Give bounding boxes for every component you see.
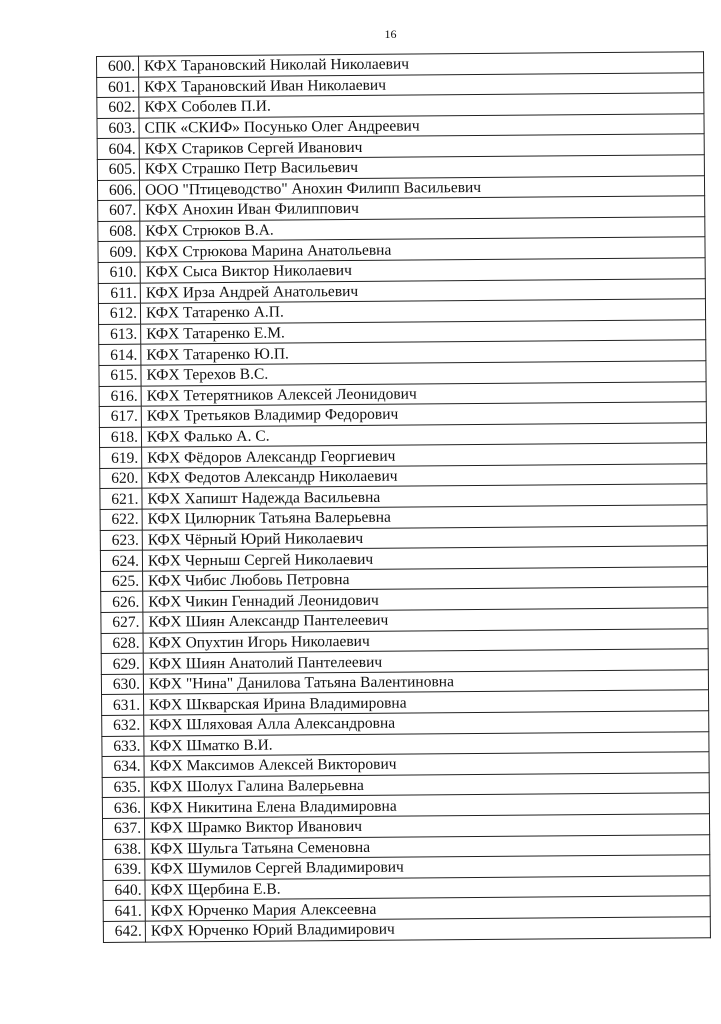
row-number: 601. xyxy=(97,77,139,98)
row-number: 635. xyxy=(102,777,144,798)
row-number: 607. xyxy=(98,200,140,221)
farm-name: КФХ Цилюрник Татьяна Валерьевна xyxy=(142,505,707,530)
page-number: 16 xyxy=(384,27,397,41)
farm-name: КФХ Шкварская Ирина Владимировна xyxy=(144,690,709,715)
row-number: 613. xyxy=(99,324,141,345)
row-number: 615. xyxy=(99,365,141,386)
farm-name: КФХ Сыса Виктор Николаевич xyxy=(140,258,705,283)
farm-name: КФХ Чибис Любовь Петровна xyxy=(143,567,708,592)
row-number: 637. xyxy=(102,818,144,839)
farm-name: КФХ Фёдоров Александр Георгиевич xyxy=(142,443,707,468)
farm-name: КФХ Татаренко Е.М. xyxy=(141,319,706,344)
farm-name: КФХ Фалько А. С. xyxy=(141,422,706,447)
row-number: 634. xyxy=(102,756,144,777)
farm-name: КФХ Ирза Андрей Анатольевич xyxy=(140,278,705,303)
row-number: 642. xyxy=(103,921,145,942)
row-number: 632. xyxy=(102,715,144,736)
farm-name: КФХ Щербина Е.В. xyxy=(145,875,710,900)
farm-name: КФХ Третьяков Владимир Федорович xyxy=(141,402,706,427)
farm-name: КФХ Чёрный Юрий Николаевич xyxy=(142,525,707,550)
farm-name: КФХ Максимов Алексей Викторович xyxy=(144,752,709,777)
farm-name: КФХ Татаренко А.П. xyxy=(140,299,705,324)
farm-name: КФХ Хапишт Надежда Васильевна xyxy=(142,484,707,509)
farm-name: КФХ Стрюкова Марина Анатольевна xyxy=(140,237,705,262)
farm-name: КФХ Шляховая Алла Александровна xyxy=(144,711,709,736)
row-number: 612. xyxy=(98,303,140,324)
row-number: 617. xyxy=(99,406,141,427)
farm-name: КФХ Шрамко Виктор Иванович xyxy=(144,814,709,839)
row-number: 640. xyxy=(103,880,145,901)
farm-name: КФХ Анохин Иван Филиппович xyxy=(140,196,705,221)
farm-name: КФХ Тарановский Иван Николаевич xyxy=(139,72,704,97)
farm-name: КФХ Стрюков В.А. xyxy=(140,216,705,241)
farm-name: СПК «СКИФ» Посунько Олег Андреевич xyxy=(139,114,704,139)
row-number: 602. xyxy=(97,97,139,118)
row-number: 622. xyxy=(100,509,142,530)
farm-name: КФХ Юрченко Юрий Владимирович xyxy=(145,917,710,942)
row-number: 625. xyxy=(101,571,143,592)
row-number: 610. xyxy=(98,262,140,283)
farm-name: КФХ Стариков Сергей Иванович xyxy=(139,134,704,159)
farm-name: КФХ Терехов В.С. xyxy=(141,361,706,386)
farm-name: КФХ Черныш Сергей Николаевич xyxy=(142,546,707,571)
register-body xyxy=(97,52,711,942)
farm-name: ООО "Птицеводство" Анохин Филипп Васильевич xyxy=(139,175,704,200)
farm-name: КФХ Опухтин Игорь Николаевич xyxy=(143,628,708,653)
farm-name: КФХ Соболев П.И. xyxy=(139,93,704,118)
table-row xyxy=(103,917,710,942)
row-number: 604. xyxy=(97,139,139,160)
farm-name: КФХ Шиян Анатолий Пантелеевич xyxy=(143,649,708,674)
farm-name: КФХ Шумилов Сергей Владимирович xyxy=(145,855,710,880)
row-number: 605. xyxy=(97,159,139,180)
register-list xyxy=(96,51,711,942)
row-number: 620. xyxy=(100,468,142,489)
row-number: 641. xyxy=(103,900,145,921)
row-number: 616. xyxy=(99,386,141,407)
row-number: 624. xyxy=(100,550,142,571)
farm-name: КФХ "Нина" Данилова Татьяна Валентиновна xyxy=(143,670,708,695)
row-number: 626. xyxy=(101,592,143,613)
farm-name: КФХ Тарановский Николай Николаевич xyxy=(139,52,704,77)
row-number: 614. xyxy=(99,344,141,365)
row-number: 603. xyxy=(97,118,139,139)
row-number: 606. xyxy=(97,180,139,201)
farm-name: КФХ Шульга Татьяна Семеновна xyxy=(145,834,710,859)
row-number: 629. xyxy=(101,653,143,674)
row-number: 628. xyxy=(101,633,143,654)
row-number: 609. xyxy=(98,242,140,263)
row-number: 638. xyxy=(103,839,145,860)
row-number: 600. xyxy=(97,56,139,77)
row-number: 608. xyxy=(98,221,140,242)
row-number: 630. xyxy=(101,674,143,695)
row-number: 639. xyxy=(103,859,145,880)
farm-name: КФХ Чикин Геннадий Леонидович xyxy=(143,587,708,612)
row-number: 623. xyxy=(100,530,142,551)
row-number: 611. xyxy=(98,283,140,304)
farm-name: КФХ Татаренко Ю.П. xyxy=(141,340,706,365)
row-number: 633. xyxy=(102,736,144,757)
farm-name: КФХ Шолух Галина Валерьевна xyxy=(144,772,709,797)
farm-name: КФХ Никитина Елена Владимировна xyxy=(144,793,709,818)
farm-name: КФХ Шматко В.И. xyxy=(144,731,709,756)
register-table xyxy=(96,51,711,942)
farm-name: КФХ Шиян Александр Пантелеевич xyxy=(143,608,708,633)
row-number: 627. xyxy=(101,612,143,633)
farm-name: КФХ Юрченко Мария Алексеевна xyxy=(145,896,710,921)
farm-name: КФХ Страшко Петр Васильевич xyxy=(139,155,704,180)
row-number: 621. xyxy=(100,489,142,510)
row-number: 618. xyxy=(99,427,141,448)
row-number: 619. xyxy=(100,447,142,468)
row-number: 631. xyxy=(102,695,144,716)
farm-name: КФХ Тетерятников Алексей Леонидович xyxy=(141,381,706,406)
farm-name: КФХ Федотов Александр Николаевич xyxy=(142,464,707,489)
row-number: 636. xyxy=(102,798,144,819)
